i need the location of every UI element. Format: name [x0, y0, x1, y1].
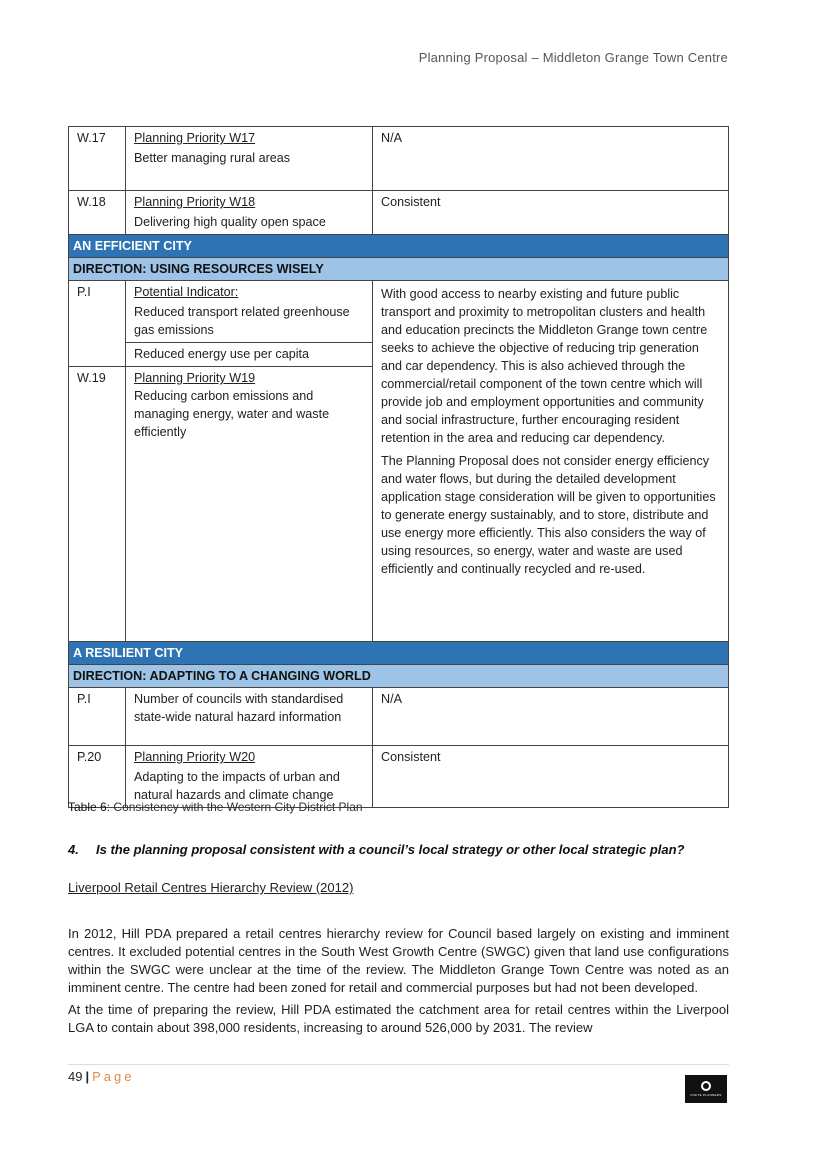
- row-priority: [126, 281, 373, 343]
- row-id: W.17: [69, 127, 126, 191]
- page-separator: |: [85, 1069, 90, 1084]
- direction-header-row: [69, 665, 729, 688]
- body-paragraph: At the time of preparing the review, Hill PDA estimated the catchment area for retail centres within the Liverpool LGA to contain about 398,000 residents, increasing to around 526,000 by 2031. The review: [68, 1002, 729, 1035]
- section-title: A RESILIENT CITY: [69, 642, 729, 665]
- row-status: N/A: [373, 127, 729, 191]
- row-id: P.20: [69, 746, 126, 808]
- question-text: Is the planning proposal consistent with a council’s local strategy or other local strategic plan?: [96, 842, 685, 857]
- caption-label: Table 6: [68, 800, 107, 814]
- row-id: P.I: [69, 281, 126, 367]
- indicator-text: Reduced transport related greenhouse gas emissions: [134, 305, 350, 337]
- table-row: [69, 688, 729, 746]
- row-id: P.I: [69, 688, 126, 746]
- priority-title: Planning Priority W18: [134, 195, 256, 209]
- section-title: AN EFFICIENT CITY: [69, 235, 729, 258]
- direction-title: DIRECTION: USING RESOURCES WISELY: [69, 258, 729, 281]
- direction-header-row: [69, 258, 729, 281]
- priority-desc: Better managing rural areas: [134, 151, 291, 165]
- section-header-row: [69, 235, 729, 258]
- priority-title: Planning Priority W19: [134, 371, 256, 385]
- direction-title: DIRECTION: ADAPTING TO A CHANGING WORLD: [69, 665, 729, 688]
- row-priority: [126, 127, 373, 191]
- logo-text: INSITE PLANNERS: [690, 1093, 722, 1097]
- priority-title: Planning Priority W20: [134, 750, 256, 764]
- question-heading: [68, 842, 685, 857]
- page-number: 49: [68, 1069, 83, 1084]
- table-row: [69, 127, 729, 191]
- row-status: N/A: [373, 688, 729, 746]
- section-header-row: [69, 642, 729, 665]
- row-status: Consistent: [373, 191, 729, 235]
- running-header: Planning Proposal – Middleton Grange Town Centre: [418, 50, 728, 65]
- body-text: [68, 925, 729, 1041]
- row-id: W.18: [69, 191, 126, 235]
- status-paragraph: With good access to nearby existing and future public transport and proximity to metropolitan clusters and health and education precincts the Middleton Grange town centre seeks to achieve the objective of reducing trip generation and car dependency. This is also achieved through the commercial/retail component of the town centre which will provide job and employment opportunities and community and social infrastructure, further encouraging resident retention in the area and reducing car dependency.: [381, 287, 708, 445]
- indicator-text: Reduced energy use per capita: [126, 343, 373, 367]
- status-paragraph: The Planning Proposal does not consider energy efficiency and water flows, but during the detailed development application stage consideration will be given to opportunities to generate energy sustainably, and to store, distribute and use energy more efficiently. This also considers the way of using resources, so energy, water and waste are used efficiently and continually recycled and re-used.: [381, 454, 716, 576]
- table-row: [69, 281, 729, 343]
- priority-title: Planning Priority W17: [134, 131, 256, 145]
- logo-icon: [701, 1081, 711, 1091]
- caption-text: : Consistency with the Western City District Plan: [106, 800, 363, 814]
- priority-desc: Adapting to the impacts of urban and natural hazards and climate change: [134, 770, 340, 802]
- row-id: W.19: [69, 367, 126, 642]
- priority-desc: Reducing carbon emissions and managing energy, water and waste efficiently: [134, 389, 330, 439]
- question-number: 4.: [68, 842, 79, 857]
- table-caption: [68, 800, 363, 814]
- row-priority: Number of councils with standardised state-wide natural hazard information: [126, 688, 373, 746]
- priority-desc: Delivering high quality open space: [134, 215, 326, 229]
- row-priority: [126, 367, 373, 642]
- row-status: Consistent: [373, 746, 729, 808]
- row-priority: [126, 191, 373, 235]
- footer-divider: [68, 1064, 729, 1065]
- table-row: [69, 746, 729, 808]
- table-row: [69, 191, 729, 235]
- section-subheading: Liverpool Retail Centres Hierarchy Review (2012): [68, 880, 354, 895]
- consistency-table: [68, 126, 729, 808]
- body-paragraph: In 2012, Hill PDA prepared a retail centres hierarchy review for Council based largely on existing and imminent centres. It excluded potential centres in the South West Growth Centre (SWGC) given that land use configurations within the SWGC were unclear at the time of the review. The Middleton Grange Town Centre was noted as an imminent centre. The centre had been zoned for retail and commercial purposes but had not been developed.: [68, 926, 729, 995]
- page-label: Page: [92, 1069, 135, 1084]
- indicator-heading: Potential Indicator:: [134, 285, 239, 299]
- row-priority: [126, 746, 373, 808]
- page-footer: [68, 1069, 134, 1084]
- company-logo: [685, 1075, 727, 1103]
- row-status: [373, 281, 729, 642]
